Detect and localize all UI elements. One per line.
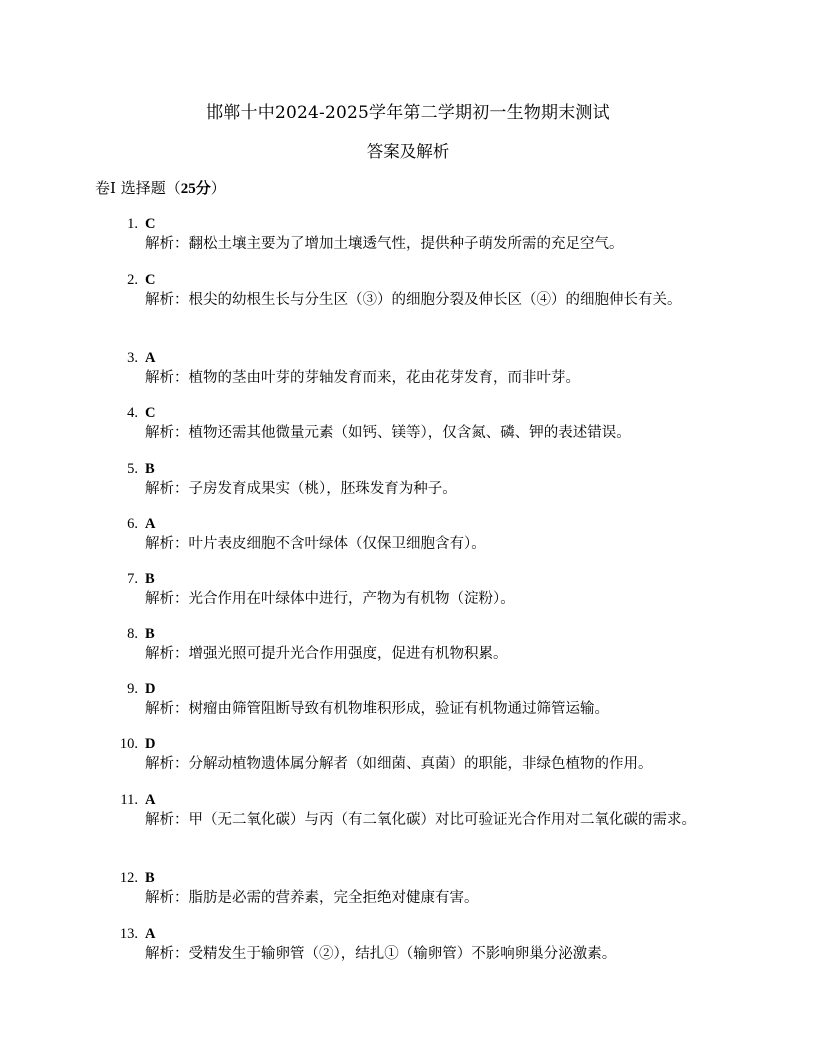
answer-explanation: 解析：分解动植物遗体属分解者（如细菌、真菌）的职能，非绿色植物的作用。 (145, 756, 653, 772)
answer-explanation: 解析：光合作用在叶绿体中进行，产物为有机物（淀粉）。 (145, 591, 515, 607)
document-title: 邯郸十中2024-2025学年第二学期初一生物期末测试 (206, 103, 610, 123)
answer-explanation: 解析：翻松土壤主要为了增加土壤透气性，提供种子萌发所需的充足空气。 (145, 236, 624, 252)
answer-letter: D (145, 736, 156, 752)
section-heading (95, 177, 226, 198)
answer-letter: C (145, 272, 156, 288)
answer-letter: A (145, 516, 156, 532)
question-number: 8. (127, 626, 138, 642)
answer-letter: A (145, 350, 156, 366)
question-number: 5. (127, 461, 138, 477)
answer-letter: A (145, 792, 156, 808)
answer-letter: D (145, 681, 156, 697)
question-number: 1. (127, 216, 138, 232)
answer-explanation: 解析：增强光照可提升光合作用强度，促进有机物积累。 (145, 646, 508, 662)
answer-explanation: 解析：受精发生于输卵管（②），结扎①（输卵管）不影响卵巢分泌激素。 (145, 946, 617, 962)
answer-letter: B (145, 571, 155, 587)
question-number: 9. (127, 681, 138, 697)
answer-explanation: 解析：子房发育成果实（桃），胚珠发育为种子。 (145, 481, 457, 497)
document-subtitle: 答案及解析 (366, 142, 450, 161)
question-number: 4. (127, 405, 138, 421)
answer-letter: B (145, 626, 155, 642)
answer-explanation: 解析：甲（无二氧化碳）与丙（有二氧化碳）对比可验证光合作用对二氧化碳的需求。 (145, 812, 696, 828)
section-heading-prefix: 卷Ⅰ 选择题（ (95, 179, 181, 197)
question-number: 2. (127, 272, 138, 288)
question-number: 6. (127, 516, 138, 532)
question-number: 12. (119, 870, 138, 886)
answer-explanation: 解析：叶片表皮细胞不含叶绿体（仅保卫细胞含有）。 (145, 536, 486, 552)
question-number: 13. (119, 926, 138, 942)
section-score: 25分 (180, 181, 211, 197)
question-number: 10. (119, 736, 138, 752)
answer-letter: C (145, 405, 156, 421)
section-heading-suffix: ） (210, 179, 226, 197)
question-number: 3. (127, 350, 138, 366)
answer-explanation: 解析：脂肪是必需的营养素，完全拒绝对健康有害。 (145, 890, 479, 906)
answer-explanation: 解析：树瘤由筛管阻断导致有机物堆积形成，验证有机物通过筛管运输。 (145, 701, 609, 717)
answer-explanation: 解析：植物的茎由叶芽的芽轴发育而来，花由花芽发育，而非叶芽。 (145, 370, 580, 386)
answer-explanation: 解析：植物还需其他微量元素（如钙、镁等），仅含氮、磷、钾的表述错误。 (145, 425, 631, 441)
question-number: 11. (120, 792, 138, 808)
answer-letter: B (145, 870, 155, 886)
answer-explanation: 解析：根尖的幼根生长与分生区（③）的细胞分裂及伸长区（④）的细胞伸长有关。 (145, 292, 682, 308)
answer-letter: C (145, 216, 156, 232)
question-number: 7. (127, 571, 138, 587)
answer-letter: A (145, 926, 156, 942)
answer-letter: B (145, 461, 155, 477)
